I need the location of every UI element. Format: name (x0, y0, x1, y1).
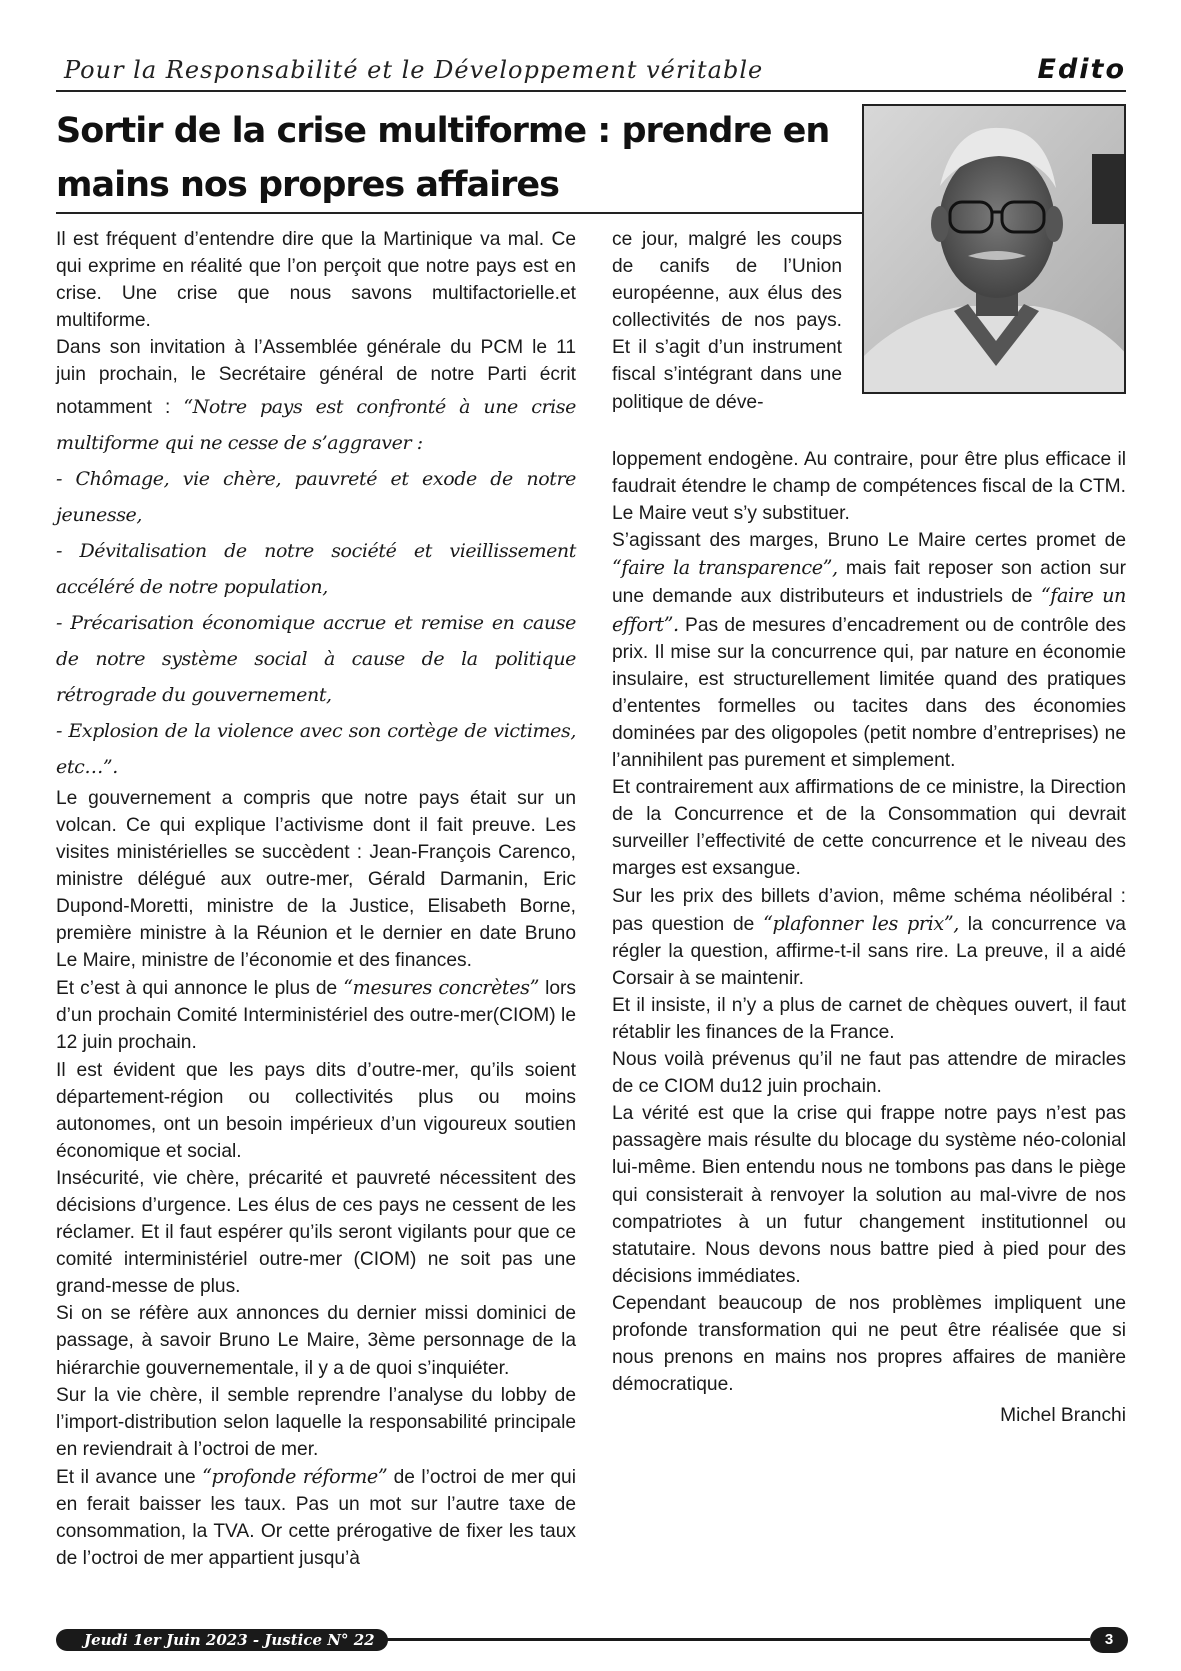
paragraph: Le gouvernement a compris que notre pays était sur un volcan. Ce qui explique l’activisme dont il fait preuve. Les visites ministérielles se succèdent : Jean-François Carenco, ministre délégué aux outre-mer, Gérald Darmanin, Eric Dupond-Moretti, ministre de la Justice, Elisabeth Borne, première ministre à la Réunion et le dernier en date Bruno Le Maire, ministre de l’économie et des finances. (56, 787, 576, 972)
paragraph-text: Pas de mesures d’encadrement ou de contrôle des prix. Il mise sur la concurrence qui, par nature en économie insulaire, est structurellement limitée quand des pratiques d’ententes formelles ou tacites dans des économies dominées par des oligopoles (petit nombre d’entreprises) ne l’annihilent pas purement et simplement. (612, 614, 1126, 772)
paragraph: La vérité est que la crise qui frappe notre pays n’est pas passagère mais résulte du blocage du système néo-colonial lui-même. Bien entendu nous ne tombons pas dans le piège qui consisterait à renvoyer la solution au mal-vivre de nos compatriotes à un futur changement institutionnel ou statutaire. Nous devons nous battre pied à pied pour des décisions immédiates. (612, 1103, 1126, 1287)
paragraph: Insécurité, vie chère, précarité et pauvreté nécessitent des décisions d’urgence. Les élus de ces pays ne cessent de les réclamer. Et il faut espérer qu’ils seront vigilants pour que ce comité interministériel outre-mer (CIOM) ne soit pas une grand-messe de plus. (56, 1167, 576, 1298)
paragraph-text: Sur les prix des billets d’avion, même schéma néolibéral : pas question de (612, 885, 1126, 935)
paragraph: Si on se réfère aux annonces du dernier missi dominici de passage, à savoir Bruno Le Maire, 3ème personnage de la hiérarchie gouvernementale, il y a de quoi s’inquiéter. (56, 1303, 576, 1379)
paragraph: Et contrairement aux affirmations de ce ministre, la Direction de la Concurrence et de la Consommation qui devrait surveiller l’effectivité de cette concurrence et le niveau des marges est exsangue. (612, 777, 1126, 880)
paragraph (612, 883, 1126, 992)
footer-rule (380, 1638, 1090, 1641)
page-header (56, 52, 1126, 92)
paragraph (56, 334, 576, 460)
paragraph: Sur la vie chère, il semble reprendre l’analyse du lobby de l’import-distribution selon laquelle la responsabilité principale en reviendrait à l’octroi de mer. (56, 1384, 576, 1460)
quote-item: - Précarisation économique accrue et remise en cause de notre système social à cause de la politique rétrograde du gouvernement, (56, 611, 576, 706)
article-column-right-top (612, 226, 842, 416)
paragraph-text: lors d’un prochain Comité Interministériel des outre-mer(CIOM) le 12 juin prochain. (56, 978, 576, 1054)
header-tagline: Pour la Responsabilité et le Développement véritable (64, 56, 764, 84)
paragraph-text: mais fait reposer son action sur une demande aux distributeurs et industriels de (612, 558, 1126, 608)
quote-item: - Dévitalisation de notre société et vieillissement accéléré de notre population, (56, 539, 576, 598)
issue-info: Jeudi 1er Juin 2023 - Justice N° 22 (56, 1629, 388, 1651)
author-portrait (862, 104, 1126, 394)
inline-quote: “faire la transparence”, (612, 556, 838, 580)
paragraph-text: S’agissant des marges, Bruno Le Maire certes promet de (612, 530, 1126, 552)
inline-quote: “faire un effort”. (612, 584, 1126, 636)
inline-quote: “plafonner les prix”, (763, 911, 959, 935)
quote-intro: “Notre pays est confronté à une crise multiforme qui ne cesse de s’aggraver : (56, 395, 576, 454)
author-signature: Michel Branchi (1000, 1405, 1126, 1427)
quote-item: - Explosion de la violence avec son cortège de victimes, etc…”. (56, 719, 576, 778)
paragraph: loppement endogène. Au contraire, pour être plus efficace il faudrait étendre le champ de compétences fiscal de la CTM. Le Maire veut s’y substituer. (612, 449, 1126, 525)
inline-quote: “mesures concrètes” (343, 976, 540, 1000)
paragraph (56, 974, 576, 1056)
paragraph-text: Et il avance une (56, 1466, 196, 1488)
paragraph: ce jour, malgré les coups de canifs de l’Union européenne, aux élus des collectivités de nos pays. Et il s’agit d’un instrument fiscal s’intégrant dans une politique de déve- (612, 229, 842, 413)
paragraph-text: la concurrence va régler la question, affirme-t-il sans rire. La preuve, il a aidé Corsair à se maintenir. (612, 913, 1126, 989)
title-underline (56, 212, 862, 214)
article-title: Sortir de la crise multiforme : prendre en mains nos propres affaires (56, 111, 830, 205)
inline-quote: “profonde réforme” (202, 1464, 388, 1488)
paragraph-text: de l’octroi de mer qui en ferait baisser les taux. Pas un mot sur l’autre taxe de consommation, la TVA. Or cette prérogative de fixer les taux de l’octroi de mer appartient jusqu’à (56, 1466, 576, 1570)
paragraph (612, 527, 1126, 774)
section-label: Edito (1037, 54, 1126, 85)
page-number: 3 (1090, 1627, 1128, 1653)
portrait-illustration (864, 106, 1126, 394)
paragraph: Il est évident que les pays dits d’outre-mer, qu’ils soient département-région ou collectivités plus ou moins autonomes, ont un besoin impérieux d’un vigoureux soutien économique et social. (56, 1059, 576, 1162)
paragraph-text: Et c’est à qui annonce le plus de (56, 978, 338, 1000)
quote-item: - Chômage, vie chère, pauvreté et exode de notre jeunesse, (56, 467, 576, 526)
paragraph: Et il insiste, il n’y a plus de carnet de chèques ouvert, il faut rétablir les finances de la France. (612, 994, 1126, 1043)
paragraph-text: Dans son invitation à l’Assemblée générale du PCM le 11 juin prochain, le Secrétaire général de notre Parti écrit notamment : (56, 337, 576, 418)
paragraph (56, 1463, 576, 1572)
paragraph: Cependant beaucoup de nos problèmes impliquent une profonde transformation qui ne peut être réalisée que si nous prenons en mains nos propres affaires de manière démocratique. (612, 1292, 1126, 1396)
paragraph: Nous voilà prévenus qu’il ne faut pas attendre de miracles de ce CIOM du12 juin prochain. (612, 1049, 1126, 1098)
paragraph: Il est fréquent d’entendre dire que la Martinique va mal. Ce qui exprime en réalité que l’on perçoit que notre pays est en crise. Une crise que nous savons multifactorielle.et multiforme. (56, 229, 576, 332)
article-column-right (612, 446, 1126, 1429)
article-column-left (56, 226, 576, 1572)
